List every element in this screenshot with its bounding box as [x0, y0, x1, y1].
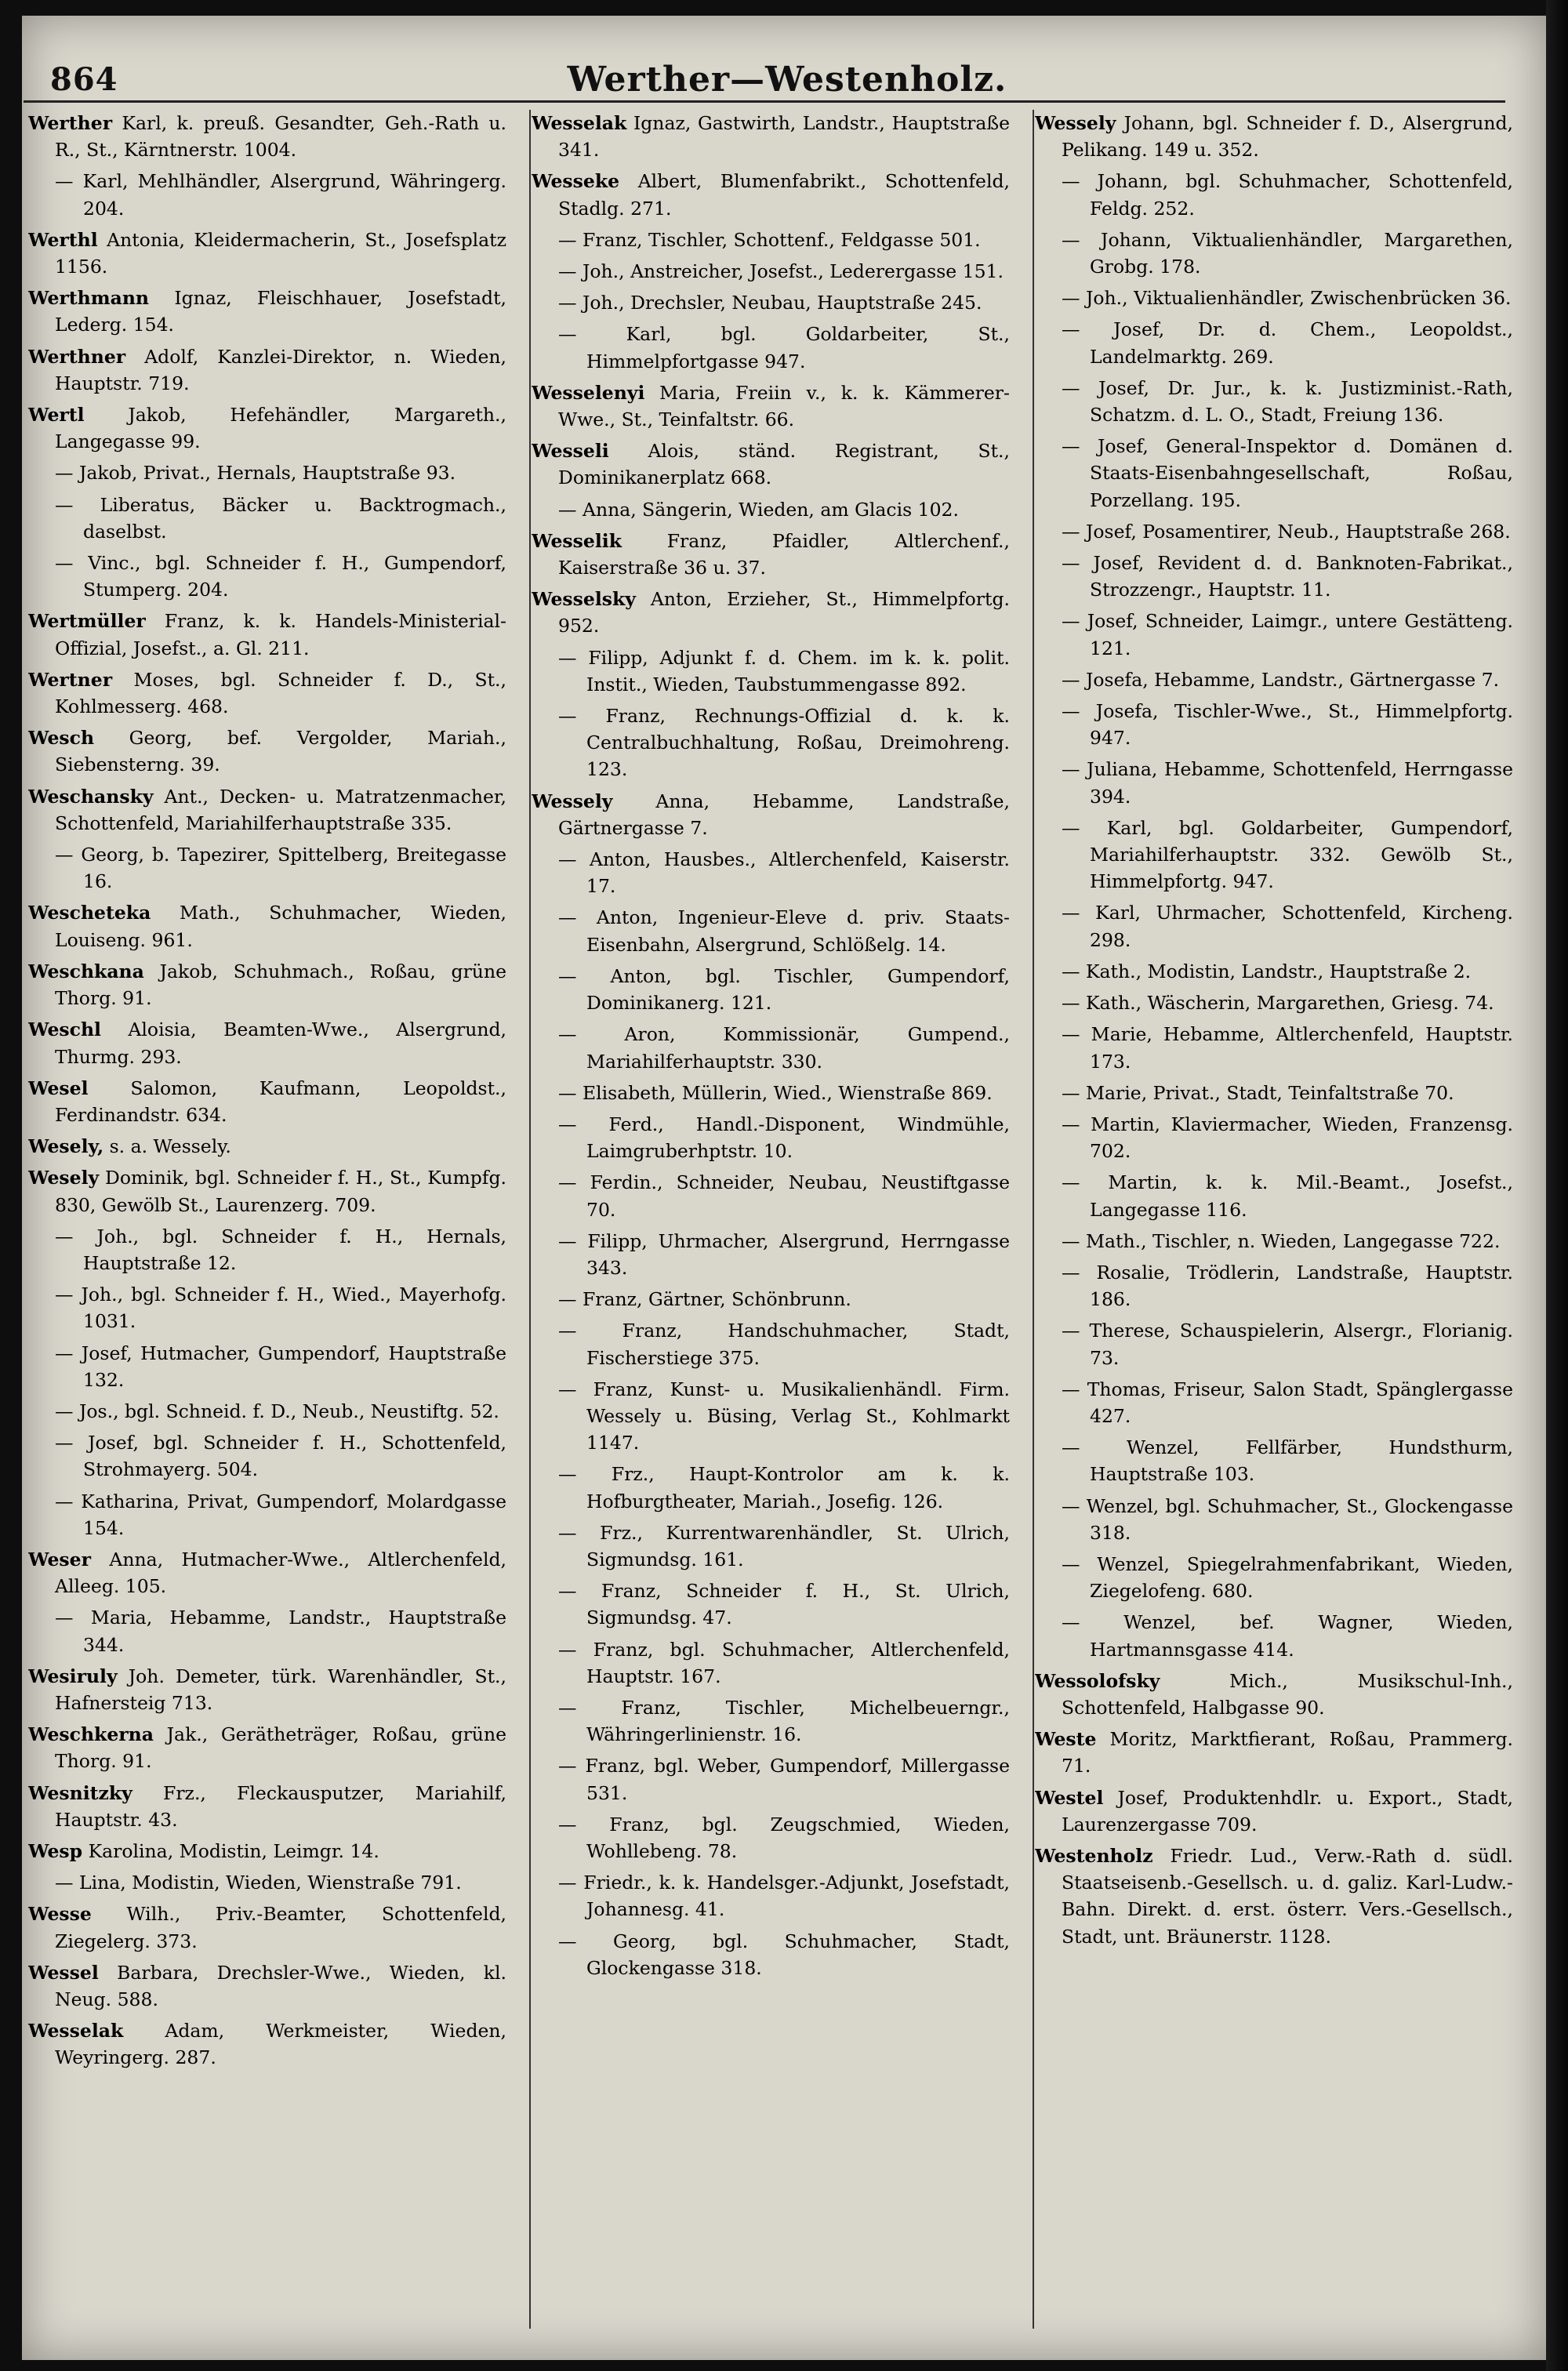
column-3 [1035, 110, 1513, 2321]
entry-details: — Math., Tischler, n. Wieden, Langegasse 722. [1062, 1229, 1501, 1252]
entry-details: — Wenzel, Spiegelrahmenfabrikant, Wieden, Ziegelofeng. 680. [1062, 1552, 1513, 1603]
entry-details: — Georg, b. Tapezirer, Spittelberg, Breitegasse 16. [55, 844, 506, 893]
entry-details: — Jakob, Privat., Hernals, Hauptstraße 93. [55, 462, 456, 485]
entry-details: Johann, bgl. Schneider f. D., Alsergrund, Pelikang. 149 u. 352. [1062, 112, 1513, 162]
entry-details: Jakob, Hefehändler, Margareth., Langegasse 99. [55, 404, 506, 453]
entry-surname: Wesselak [28, 2020, 124, 2042]
directory-entry [532, 703, 1010, 783]
directory-entry [28, 1780, 506, 1833]
directory-entry [1035, 1228, 1513, 1254]
directory-entry [532, 1752, 1010, 1806]
entry-surname: Weser [28, 1548, 91, 1570]
entry-details: — Karl, bgl. Goldarbeiter, Gumpendorf, Mariahilferhauptstr. 332. Gewölb St., Himmelpfortg. 947. [1062, 816, 1513, 893]
entry-surname: Weste [1035, 1728, 1097, 1751]
entry-surname: Wesp [28, 1839, 83, 1862]
entry-details: — Marie, Hebamme, Altlerchenfeld, Hauptstr. 173. [1062, 1023, 1513, 1073]
entry-surname: Weschkana [28, 960, 144, 982]
entry-details: — Ferd., Handl.-Disponent, Windmühle, Laimgruberhptstr. 10. [558, 1113, 1010, 1163]
entry-surname: Westel [1035, 1786, 1104, 1809]
entry-surname: Wesselenyi [532, 381, 645, 404]
directory-entry [532, 963, 1010, 1016]
directory-entry [1035, 666, 1513, 693]
entry-surname: Wesselik [532, 529, 622, 552]
directory-entry [1035, 227, 1513, 280]
directory-entry [28, 1281, 506, 1334]
directory-entry [532, 1461, 1010, 1514]
entry-details: Friedr. Lud., Verw.-Rath d. südl. Staatseisenb.-Gesellsch. u. d. galiz. Karl-Ludw.-Bahn. Direkt. d. erst. österr. Vers.-Gesellsch., Stadt, unt. Bräunerstr. 1128. [1062, 1844, 1513, 1948]
directory-entry [28, 1488, 506, 1541]
entry-details: — Wenzel, Fellfärber, Hundsthurm, Hauptstraße 103. [1062, 1436, 1513, 1486]
directory-entry [28, 1721, 506, 1774]
entry-surname: Weschansky [28, 785, 154, 808]
directory-entry [28, 724, 506, 778]
directory-entry [532, 379, 1010, 433]
entry-details: — Josef, Posamentirer, Neub., Hauptstraße 268. [1062, 520, 1511, 543]
directory-entry [1035, 698, 1513, 751]
directory-entry [532, 528, 1010, 581]
entry-surname: Wessely [532, 790, 613, 812]
entry-details: — Joh., bgl. Schneider f. H., Hernals, Hauptstraße 12. [55, 1225, 506, 1274]
entry-details: — Franz, bgl. Schuhmacher, Altlerchenfeld, Hauptstr. 167. [558, 1638, 1010, 1687]
page-number: 864 [50, 61, 118, 98]
directory-entry [28, 459, 506, 486]
directory-entry [532, 904, 1010, 957]
entry-details: — Lina, Modistin, Wieden, Wienstraße 791. [55, 1872, 462, 1894]
entry-surname: Wessel [28, 1961, 99, 1984]
directory-entry [532, 586, 1010, 639]
directory-entry [1035, 1434, 1513, 1487]
entry-details: — Rosalie, Trödlerin, Landstraße, Hauptstr. 186. [1062, 1261, 1513, 1311]
directory-entry [1035, 285, 1513, 311]
directory-entry [28, 343, 506, 397]
column-1 [28, 110, 506, 2321]
directory-entry [28, 1959, 506, 2013]
directory-entry [1035, 550, 1513, 603]
entry-details: — Marie, Privat., Stadt, Teinfaltstraße 70. [1062, 1081, 1454, 1104]
directory-entry [28, 285, 506, 338]
entry-details: Joh. Demeter, türk. Warenhändler, St., Hafnersteig 713. [55, 1665, 506, 1714]
entry-details: Karl, k. preuß. Gesandter, Geh.-Rath u. R., St., Kärntnerstr. 1004. [55, 112, 506, 162]
entry-surname: Wesel [28, 1077, 89, 1099]
entry-details: — Franz, Gärtner, Schönbrunn. [558, 1288, 851, 1311]
directory-entry [532, 1520, 1010, 1573]
entry-details: — Wenzel, bgl. Schuhmacher, St., Glockengasse 318. [1062, 1494, 1513, 1544]
entry-details: Barbara, Drechsler-Wwe., Wieden, kl. Neug. 588. [55, 1961, 506, 2010]
directory-entry [28, 110, 506, 163]
directory-entry [28, 227, 506, 280]
entry-details: Ignaz, Fleischhauer, Josefstadt, Lederg. 154. [55, 287, 506, 336]
directory-entry [1035, 168, 1513, 221]
directory-entry [28, 1901, 506, 1954]
directory-entry [532, 496, 1010, 523]
directory-entry [1035, 1021, 1513, 1074]
entry-details: — Liberatus, Bäcker u. Backtrogmach., daselbst. [55, 493, 506, 543]
page-edge [1546, 0, 1568, 2371]
entry-details: Ant., Decken- u. Matratzenmacher, Schottenfeld, Mariahilferhauptstraße 335. [55, 785, 506, 834]
directory-entry [532, 438, 1010, 491]
entry-details: — Karl, Uhrmacher, Schottenfeld, Kircheng. 298. [1062, 902, 1513, 951]
entry-details: — Karl, bgl. Goldarbeiter, St., Himmelpfortgasse 947. [558, 323, 1010, 372]
directory-entry [28, 1546, 506, 1599]
entry-details: — Franz, bgl. Zeugschmied, Wieden, Wohllebeng. 78. [558, 1813, 1010, 1862]
directory-entry [1035, 1080, 1513, 1106]
page-header [50, 52, 1524, 114]
entry-details: Math., Schuhmacher, Wieden, Louiseng. 961. [55, 902, 506, 951]
directory-entry [1035, 958, 1513, 985]
entry-details: — Josef, Hutmacher, Gumpendorf, Hauptstraße 132. [55, 1342, 506, 1391]
entry-surname: Weschl [28, 1018, 101, 1041]
entry-details: — Jos., bgl. Schneid. f. D., Neub., Neustiftg. 52. [55, 1400, 499, 1422]
entry-details: — Elisabeth, Müllerin, Wied., Wienstraße 869. [558, 1081, 993, 1104]
directory-entry [532, 289, 1010, 316]
entry-surname: Wesselak [532, 112, 627, 134]
entry-details: — Vinc., bgl. Schneider f. H., Gumpendorf, Stumperg. 204. [55, 552, 506, 601]
directory-entry [28, 492, 506, 545]
directory-entry [28, 1604, 506, 1658]
entry-details: Salomon, Kaufmann, Leopoldst., Ferdinandstr. 634. [55, 1077, 506, 1126]
entry-details: — Maria, Hebamme, Landstr., Hauptstraße 344. [55, 1607, 506, 1656]
directory-columns [28, 110, 1515, 2321]
directory-entry [1035, 1317, 1513, 1371]
entry-details: Adolf, Kanzlei-Direktor, n. Wieden, Hauptstr. 719. [55, 345, 506, 394]
entry-details: Albert, Blumenfabrikt., Schottenfeld, Stadlg. 271. [558, 170, 1010, 220]
entry-details: — Kath., Modistin, Landstr., Hauptstraße 2. [1062, 960, 1472, 982]
entry-details: — Franz, Tischler, Schottenf., Feldgasse 501. [558, 228, 981, 251]
entry-surname: Weschkerna [28, 1723, 154, 1746]
entry-details: — Joh., bgl. Schneider f. H., Wied., Mayerhofg. 1031. [55, 1284, 506, 1333]
entry-details: — Aron, Kommissionär, Gumpend., Mariahilferhauptstr. 330. [558, 1023, 1010, 1073]
entry-surname: Wessely [1035, 112, 1116, 134]
directory-entry [532, 227, 1010, 253]
entry-details: — Franz, Handschuhmacher, Stadt, Fischerstiege 375. [558, 1320, 1010, 1369]
directory-entry [532, 644, 1010, 698]
directory-entry [1035, 433, 1513, 514]
directory-entry [28, 958, 506, 1011]
directory-entry [1035, 815, 1513, 895]
entry-details: — Josef, Schneider, Laimgr., untere Gestätteng. 121. [1062, 610, 1513, 659]
entry-details: — Frz., Kurrentwarenhändler, St. Ulrich, Sigmundsg. 161. [558, 1521, 1010, 1570]
entry-details: — Joh., Viktualienhändler, Zwischenbrücken 36. [1062, 287, 1512, 310]
entry-details: Anton, Erzieher, St., Himmelpfortg. 952. [558, 588, 1010, 637]
entry-details: — Therese, Schauspielerin, Alsergr., Florianig. 73. [1062, 1320, 1513, 1369]
directory-entry [1035, 110, 1513, 163]
entry-surname: Wesely [28, 1167, 100, 1189]
entry-details: Ignaz, Gastwirth, Landstr., Hauptstraße 341. [558, 112, 1010, 162]
entry-details: — Franz, Tischler, Michelbeuerngr., Währingerlinienstr. 16. [558, 1696, 1010, 1746]
entry-details: Georg, bef. Vergolder, Mariah., Siebensterng. 39. [55, 727, 506, 776]
entry-surname: Wescheteka [28, 902, 151, 924]
entry-details: — Martin, Klaviermacher, Wieden, Franzensg. 702. [1062, 1113, 1513, 1163]
entry-surname: Werthl [28, 228, 98, 251]
directory-entry [532, 1228, 1010, 1281]
entry-surname: Wesch [28, 727, 95, 750]
directory-entry [1035, 375, 1513, 428]
entry-details: — Kath., Wäscherin, Margarethen, Griesg. 74. [1062, 992, 1494, 1015]
directory-entry [532, 1111, 1010, 1164]
entry-surname: Wesseli [532, 440, 609, 463]
entry-details: — Josef, General-Inspektor d. Domänen d. Staats-Eisenbahngesellschaft, Roßau, Porzellang. 195. [1062, 435, 1513, 511]
directory-entry [28, 608, 506, 661]
directory-entry [532, 1286, 1010, 1313]
entry-details: Franz, k. k. Handels-Ministerial-Offizial, Josefst., a. Gl. 211. [55, 610, 506, 659]
entry-details: — Josefa, Hebamme, Landstr., Gärtnergasse 7. [1062, 668, 1500, 691]
entry-details: — Franz, Rechnungs-Offizial d. k. k. Centralbuchhaltung, Roßau, Dreimohreng. 123. [558, 705, 1010, 781]
directory-entry [28, 2017, 506, 2071]
entry-surname: Wesselsky [532, 588, 636, 611]
directory-entry [532, 846, 1010, 899]
directory-entry [1035, 518, 1513, 545]
entry-details: — Martin, k. k. Mil.-Beamt., Josefst., Langegasse 116. [1062, 1171, 1513, 1221]
directory-entry [1035, 756, 1513, 809]
entry-details: — Anton, bgl. Tischler, Gumpendorf, Dominikanerg. 121. [558, 964, 1010, 1015]
entry-surname: Wesse [28, 1903, 92, 1926]
directory-entry [28, 783, 506, 837]
directory-entry [532, 1694, 1010, 1748]
directory-entry [532, 1021, 1010, 1074]
entry-details: — Franz, Schneider f. H., St. Ulrich, Sigmundsg. 47. [558, 1580, 1010, 1629]
directory-entry [28, 1869, 506, 1896]
entry-surname: Werthner [28, 345, 126, 368]
directory-entry [1035, 608, 1513, 661]
directory-entry [28, 1663, 506, 1716]
entry-surname: Wesseke [532, 170, 620, 193]
directory-entry [1035, 1785, 1513, 1838]
entry-details: — Josefa, Tischler-Wwe., St., Himmelpfortg. 947. [1062, 700, 1513, 750]
directory-entry [532, 321, 1010, 374]
entry-details: Josef, Produktenhdlr. u. Export., Stadt, Laurenzergasse 709. [1062, 1786, 1513, 1835]
directory-entry [1035, 1609, 1513, 1662]
entry-details: — Filipp, Uhrmacher, Alsergrund, Herrngasse 343. [558, 1229, 1010, 1279]
directory-entry [28, 841, 506, 895]
entry-surname: Wesnitzky [28, 1781, 132, 1804]
header-rule [24, 100, 1505, 103]
directory-entry [532, 1080, 1010, 1106]
directory-entry [532, 168, 1010, 221]
entry-details: — Anton, Ingenieur-Eleve d. priv. Staats-Eisenbahn, Alsergrund, Schlößelg. 14. [558, 906, 1010, 956]
entry-details: — Franz, Kunst- u. Musikalienhändl. Firm. Wessely u. Büsing, Verlag St., Kohlmarkt 1147. [558, 1378, 1010, 1454]
entry-details: — Karl, Mehlhändler, Alsergrund, Währingerg. 204. [55, 170, 506, 220]
directory-entry [1035, 1493, 1513, 1546]
directory-entry [1035, 1668, 1513, 1721]
directory-entry [28, 1133, 506, 1160]
directory-entry [28, 168, 506, 221]
directory-entry [28, 1838, 506, 1864]
entry-details: — Georg, bgl. Schuhmacher, Stadt, Glockengasse 318. [558, 1930, 1010, 1979]
directory-entry [28, 1429, 506, 1483]
directory-entry [28, 1016, 506, 1069]
entry-details: Adam, Werkmeister, Wieden, Weyringerg. 287. [55, 2020, 506, 2069]
directory-entry [532, 1376, 1010, 1457]
entry-surname: Wesiruly [28, 1665, 118, 1687]
entry-details: Moritz, Marktfierant, Roßau, Prammerg. 71. [1062, 1728, 1513, 1777]
running-title: Werther—Westenholz. [567, 60, 1007, 100]
entry-details: — Joh., Drechsler, Neubau, Hauptstraße 245. [558, 292, 982, 314]
entry-details: — Johann, Viktualienhändler, Margarethen, Grobg. 178. [1062, 228, 1513, 278]
entry-details: Frz., Fleckausputzer, Mariahilf, Hauptstr. 43. [55, 1781, 506, 1831]
directory-entry [1035, 1726, 1513, 1779]
entry-surname: Wessolofsky [1035, 1669, 1160, 1692]
entry-details: Antonia, Kleidermacherin, St., Josefsplatz 1156. [55, 228, 506, 278]
directory-entry [532, 788, 1010, 841]
entry-details: — Frz., Haupt-Kontrolor am k. k. Hofburgtheater, Mariah., Josefig. 126. [558, 1463, 1010, 1512]
entry-details: Dominik, bgl. Schneider f. H., St., Kumpfg. 830, Gewölb St., Laurenzerg. 709. [55, 1167, 506, 1216]
entry-surname: Westenholz [1035, 1844, 1153, 1867]
entry-details: Maria, Freiin v., k. k. Kämmerer-Wwe., St., Teinfaltstr. 66. [558, 381, 1010, 431]
entry-details: — Filipp, Adjunkt f. d. Chem. im k. k. polit. Instit., Wieden, Taubstummengasse 892. [558, 646, 1010, 695]
directory-entry [1035, 989, 1513, 1016]
entry-details: — Anna, Sängerin, Wieden, am Glacis 102. [558, 498, 959, 521]
entry-details: — Wenzel, bef. Wagner, Wieden, Hartmannsgasse 414. [1062, 1611, 1513, 1661]
entry-surname: Werther [28, 112, 113, 134]
entry-details: — Katharina, Privat, Gumpendorf, Molardgasse 154. [55, 1490, 506, 1539]
directory-entry [532, 1317, 1010, 1371]
directory-entry [1035, 1111, 1513, 1164]
directory-entry [28, 666, 506, 720]
directory-entry [1035, 1551, 1513, 1604]
entry-details: Moses, bgl. Schneider f. D., St., Kohlmesserg. 468. [55, 668, 506, 718]
directory-entry [532, 1928, 1010, 1981]
entry-details: Jakob, Schuhmach., Roßau, grüne Thorg. 91. [55, 960, 506, 1010]
entry-details: — Johann, bgl. Schuhmacher, Schottenfeld, Feldg. 252. [1062, 170, 1513, 220]
directory-entry [1035, 1169, 1513, 1222]
entry-details: — Thomas, Friseur, Salon Stadt, Spänglergasse 427. [1062, 1378, 1513, 1427]
entry-details: Wilh., Priv.-Beamter, Schottenfeld, Ziegelerg. 373. [55, 1903, 506, 1952]
entry-surname: Wesely, [28, 1135, 104, 1158]
directory-entry [28, 1075, 506, 1128]
entry-details: — Josef, bgl. Schneider f. H., Schottenfeld, Strohmayerg. 504. [55, 1432, 506, 1481]
entry-surname: Wertl [28, 404, 85, 427]
entry-details: — Franz, bgl. Weber, Gumpendorf, Millergasse 531. [558, 1755, 1010, 1804]
directory-entry [532, 1169, 1010, 1222]
column-2 [532, 110, 1010, 2321]
directory-entry [532, 1811, 1010, 1864]
directory-entry [28, 401, 506, 455]
entry-details: s. a. Wessely. [103, 1135, 231, 1158]
entry-details: Jak., Gerätheträger, Roßau, grüne Thorg. 91. [55, 1723, 506, 1773]
directory-entry [1035, 316, 1513, 369]
directory-entry [28, 1223, 506, 1276]
entry-details: — Joh., Anstreicher, Josefst., Lederergasse 151. [558, 260, 1004, 283]
entry-details: — Juliana, Hebamme, Schottenfeld, Herrngasse 394. [1062, 758, 1513, 808]
entry-details: — Josef, Dr. d. Chem., Leopoldst., Landelmarktg. 269. [1062, 318, 1513, 368]
entry-details: Mich., Musikschul-Inh., Schottenfeld, Halbgasse 90. [1062, 1669, 1513, 1719]
entry-details: — Anton, Hausbes., Altlerchenfeld, Kaiserstr. 17. [558, 848, 1010, 898]
entry-details: — Friedr., k. k. Handelsger.-Adjunkt, Josefstadt, Johannesg. 41. [558, 1872, 1010, 1921]
directory-entry [1035, 1259, 1513, 1313]
entry-details: Karolina, Modistin, Leimgr. 14. [82, 1839, 379, 1862]
entry-details: Aloisia, Beamten-Wwe., Alsergrund, Thurmg. 293. [55, 1018, 506, 1068]
directory-entry [28, 899, 506, 953]
entry-details: Alois, ständ. Registrant, St., Dominikanerplatz 668. [558, 440, 1010, 489]
entry-details: — Josef, Revident d. d. Banknoten-Fabrikat., Strozzengr., Hauptstr. 11. [1062, 552, 1513, 601]
entry-surname: Wertner [28, 668, 113, 691]
directory-entry [532, 1636, 1010, 1690]
directory-entry [532, 258, 1010, 285]
directory-entry [532, 1869, 1010, 1923]
directory-entry [28, 550, 506, 603]
directory-entry [28, 1164, 506, 1218]
entry-surname: Werthmann [28, 287, 150, 310]
directory-entry [1035, 899, 1513, 953]
directory-entry [532, 1578, 1010, 1631]
entry-details: Anna, Hebamme, Landstraße, Gärtnergasse 7. [558, 790, 1010, 839]
directory-entry [1035, 1843, 1513, 1950]
entry-details: — Josef, Dr. Jur., k. k. Justizminist.-Rath, Schatzm. d. L. O., Stadt, Freiung 136. [1062, 376, 1513, 427]
entry-details: — Ferdin., Schneider, Neubau, Neustiftgasse 70. [558, 1171, 1010, 1221]
directory-entry [28, 1340, 506, 1393]
directory-entry [532, 110, 1010, 163]
directory-entry [28, 1398, 506, 1425]
entry-details: Anna, Hutmacher-Wwe., Altlerchenfeld, Alleeg. 105. [55, 1548, 506, 1598]
entry-details: Franz, Pfaidler, Altlerchenf., Kaiserstraße 36 u. 37. [558, 529, 1010, 579]
directory-entry [1035, 1376, 1513, 1429]
entry-surname: Wertmüller [28, 610, 146, 633]
